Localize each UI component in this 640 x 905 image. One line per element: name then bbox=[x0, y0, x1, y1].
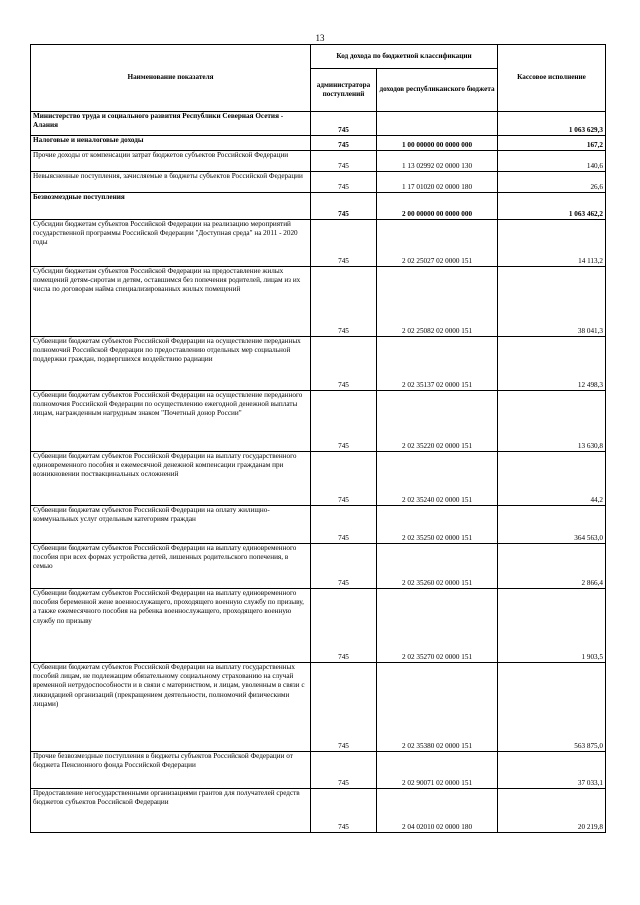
row-name: Предоставление негосударственными организациями грантов для получателей средств бюджетов субъектов Российской Федерации bbox=[31, 789, 311, 833]
row-admin-code: 745 bbox=[311, 506, 377, 544]
row-admin-code: 745 bbox=[311, 112, 377, 136]
row-amount: 12 498,3 bbox=[498, 337, 606, 391]
row-amount: 364 563,0 bbox=[498, 506, 606, 544]
header-code-group: Код дохода по бюджетной классификации bbox=[311, 45, 498, 69]
row-revenue-code: 2 02 35137 02 0000 151 bbox=[377, 337, 498, 391]
row-revenue-code: 2 02 35250 02 0000 151 bbox=[377, 506, 498, 544]
row-name: Субсидии бюджетам субъектов Российской Федерации на предоставление жилых помещений детям-сиротам и детям, оставшимся без попечения родителей, лицам из их числа по договорам найма специализированных жилых помещений bbox=[31, 267, 311, 337]
row-name: Субвенции бюджетам субъектов Российской Федерации на выплату единовременного пособия при всех формах устройства детей, лишенных родительского попечения, в семью bbox=[31, 544, 311, 589]
row-admin-code: 745 bbox=[311, 172, 377, 193]
table-row bbox=[31, 193, 606, 220]
row-name: Налоговые и неналоговые доходы bbox=[31, 136, 311, 151]
row-name: Субвенции бюджетам субъектов Российской Федерации на осуществление переданных полномочий Российской Федерации по предоставлению отдельных мер социальной поддержки граждан, подвергшихся воздействию радиации bbox=[31, 337, 311, 391]
header-name: Наименование показателя bbox=[31, 45, 311, 112]
row-amount: 167,2 bbox=[498, 136, 606, 151]
row-admin-code: 745 bbox=[311, 136, 377, 151]
table-row bbox=[31, 112, 606, 136]
row-admin-code: 745 bbox=[311, 452, 377, 506]
page-number: 13 bbox=[315, 33, 325, 43]
row-name: Прочие безвозмездные поступления в бюджеты субъектов Российской Федерации от бюджета Пенсионного фонда Российской Федерации bbox=[31, 752, 311, 789]
header-amount: Кассовое исполнение bbox=[498, 45, 606, 112]
row-amount: 13 630,8 bbox=[498, 391, 606, 452]
row-name: Субвенции бюджетам субъектов Российской Федерации на осуществление переданного полномочия Российской Федерации по осуществлению ежегодной денежной выплаты лицам, награжденным нагрудным знаком "Почетный донор России" bbox=[31, 391, 311, 452]
row-revenue-code bbox=[377, 112, 498, 136]
table-row bbox=[31, 220, 606, 267]
row-name: Субвенции бюджетам субъектов Российской Федерации на выплату государственных пособий лицам, не подлежащим обязательному социальному страхованию на случай временной нетрудоспособности и в связи с материнством, и лицам, уволенным в связи с ликвидацией организаций (прекращением деятельности, полномочий физическими лицами) bbox=[31, 663, 311, 752]
row-amount: 1 063 629,3 bbox=[498, 112, 606, 136]
row-revenue-code: 2 02 35220 02 0000 151 bbox=[377, 391, 498, 452]
row-admin-code: 745 bbox=[311, 391, 377, 452]
header-revenue-code: доходов республиканского бюджета bbox=[377, 69, 498, 112]
row-name: Невыясненные поступления, зачисляемые в бюджеты субъектов Российской Федерации bbox=[31, 172, 311, 193]
row-admin-code: 745 bbox=[311, 663, 377, 752]
row-amount: 14 113,2 bbox=[498, 220, 606, 267]
row-revenue-code: 2 02 25082 02 0000 151 bbox=[377, 267, 498, 337]
row-admin-code: 745 bbox=[311, 789, 377, 833]
row-revenue-code: 2 02 25027 02 0000 151 bbox=[377, 220, 498, 267]
row-admin-code: 745 bbox=[311, 752, 377, 789]
row-admin-code: 745 bbox=[311, 589, 377, 663]
row-amount: 1 063 462,2 bbox=[498, 193, 606, 220]
table-row bbox=[31, 544, 606, 589]
table-body bbox=[31, 112, 606, 833]
row-admin-code: 745 bbox=[311, 337, 377, 391]
row-amount: 140,6 bbox=[498, 151, 606, 172]
row-name: Министерство труда и социального развития Республики Северная Осетия - Алания bbox=[31, 112, 311, 136]
table-row bbox=[31, 391, 606, 452]
row-amount: 44,2 bbox=[498, 452, 606, 506]
table-row bbox=[31, 752, 606, 789]
table-row bbox=[31, 172, 606, 193]
table-row bbox=[31, 589, 606, 663]
row-admin-code: 745 bbox=[311, 193, 377, 220]
row-amount: 20 219,8 bbox=[498, 789, 606, 833]
row-amount: 26,6 bbox=[498, 172, 606, 193]
table-row bbox=[31, 267, 606, 337]
row-revenue-code: 2 02 35380 02 0000 151 bbox=[377, 663, 498, 752]
row-admin-code: 745 bbox=[311, 267, 377, 337]
table-row bbox=[31, 789, 606, 833]
row-admin-code: 745 bbox=[311, 151, 377, 172]
row-revenue-code: 1 00 00000 00 0000 000 bbox=[377, 136, 498, 151]
row-revenue-code: 1 17 01020 02 0000 180 bbox=[377, 172, 498, 193]
row-amount: 38 041,3 bbox=[498, 267, 606, 337]
row-revenue-code: 2 04 02010 02 0000 180 bbox=[377, 789, 498, 833]
row-revenue-code: 2 02 35260 02 0000 151 bbox=[377, 544, 498, 589]
row-admin-code: 745 bbox=[311, 544, 377, 589]
row-revenue-code: 2 02 35240 02 0000 151 bbox=[377, 452, 498, 506]
row-revenue-code: 1 13 02992 02 0000 130 bbox=[377, 151, 498, 172]
table-row bbox=[31, 506, 606, 544]
row-amount: 37 033,1 bbox=[498, 752, 606, 789]
row-name: Безвозмездные поступления bbox=[31, 193, 311, 220]
row-revenue-code: 2 02 35270 02 0000 151 bbox=[377, 589, 498, 663]
table-row bbox=[31, 663, 606, 752]
row-name: Субвенции бюджетам субъектов Российской Федерации на выплату единовременного пособия беременной жене военнослужащего, проходящего военную службу по призыву, а также ежемесячного пособия на ребенка военнослужащего, проходящего военную службу по призыву bbox=[31, 589, 311, 663]
row-name: Субвенции бюджетам субъектов Российской Федерации на оплату жилищно-коммунальных услуг отдельным категориям граждан bbox=[31, 506, 311, 544]
table-row bbox=[31, 337, 606, 391]
row-amount: 563 875,0 bbox=[498, 663, 606, 752]
table-row bbox=[31, 136, 606, 151]
row-name: Субвенции бюджетам субъектов Российской Федерации на выплату государственного единовременного пособия и ежемесячной денежной компенсации гражданам при возникновении поствакцинальных осложнений bbox=[31, 452, 311, 506]
row-amount: 1 903,5 bbox=[498, 589, 606, 663]
table-row bbox=[31, 151, 606, 172]
header-admin: администратора поступлений bbox=[311, 69, 377, 112]
row-admin-code: 745 bbox=[311, 220, 377, 267]
row-revenue-code: 2 00 00000 00 0000 000 bbox=[377, 193, 498, 220]
revenue-table bbox=[30, 44, 606, 833]
row-amount: 2 866,4 bbox=[498, 544, 606, 589]
row-name: Субсидии бюджетам субъектов Российской Федерации на реализацию мероприятий государственной программы Российской Федерации "Доступная среда" на 2011 - 2020 годы bbox=[31, 220, 311, 267]
row-revenue-code: 2 02 90071 02 0000 151 bbox=[377, 752, 498, 789]
row-name: Прочие доходы от компенсации затрат бюджетов субъектов Российской Федерации bbox=[31, 151, 311, 172]
table-row bbox=[31, 452, 606, 506]
